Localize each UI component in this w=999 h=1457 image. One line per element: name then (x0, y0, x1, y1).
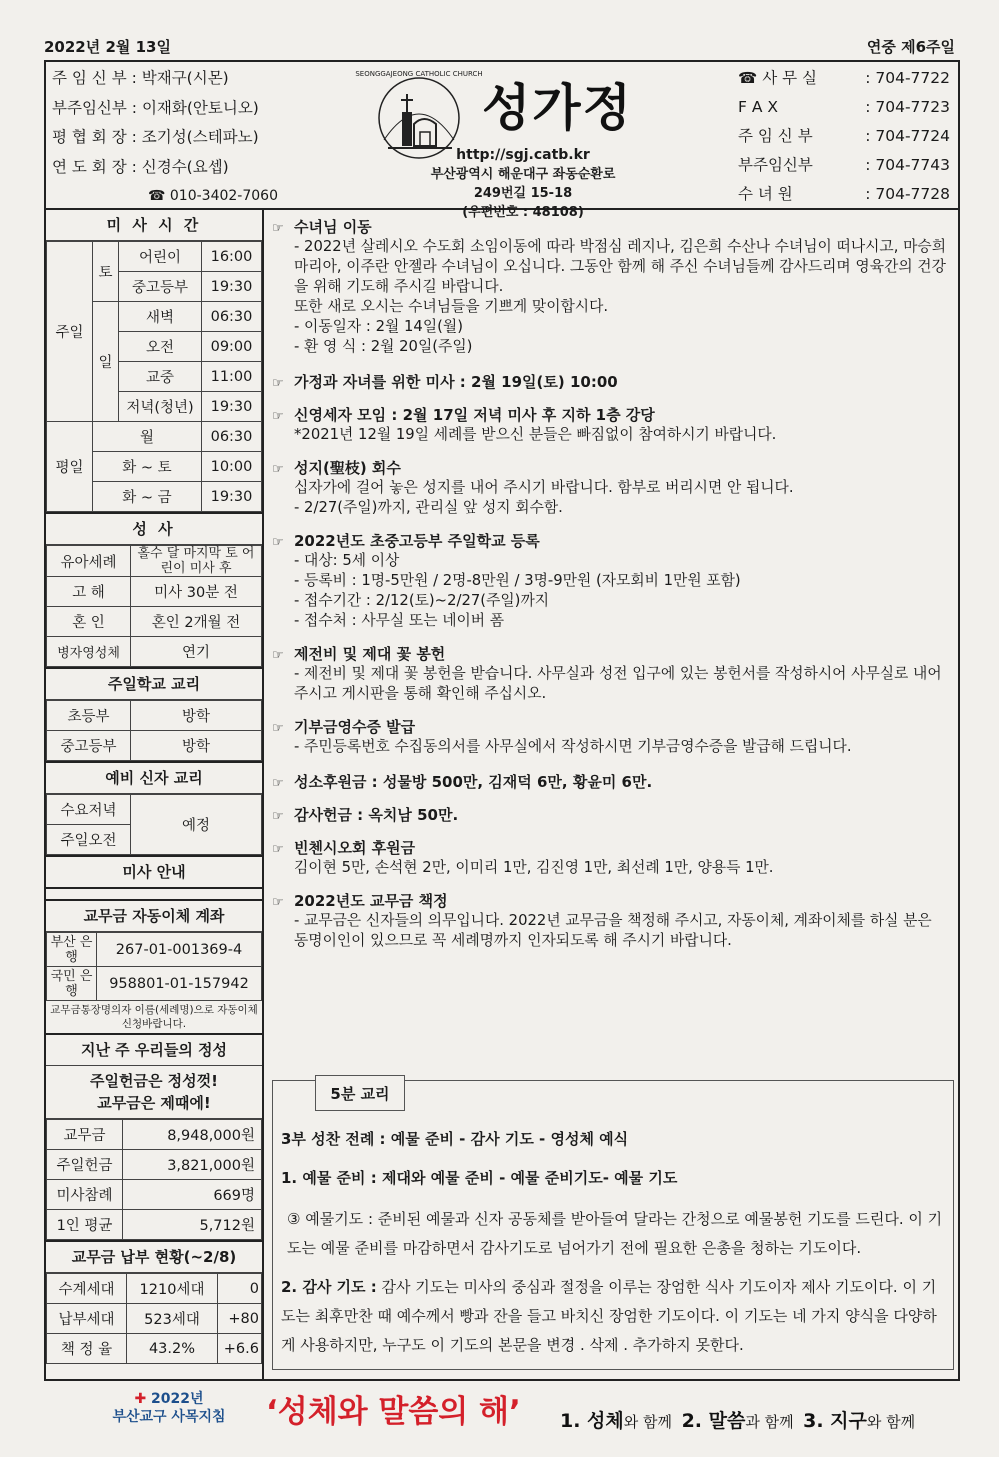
lesson-sub2: 2. 감사 기도 : (281, 1278, 377, 1296)
notice-item (272, 643, 950, 704)
footer (44, 1386, 960, 1446)
top-line (44, 36, 955, 58)
sacraments-section (46, 514, 262, 669)
staff-row: 주 임 신 부 : 박재구(시몬) (52, 69, 229, 87)
lesson-content (281, 1125, 943, 1360)
section-title: 교무금 납부 현황(~2/8) (46, 1242, 262, 1273)
table-row: 화 ~ 금 19:30 (47, 482, 262, 512)
notice-title: ☞ 기부금영수증 발급 (272, 718, 416, 736)
staff-list (52, 64, 312, 212)
notice-line: - 접수처 : 사무실 또는 네이버 폼 (294, 612, 505, 629)
pointing-hand-icon: ☞ (272, 462, 284, 477)
mass-guide-section (46, 857, 262, 889)
contact-list (738, 64, 950, 209)
section-title: 교무금 자동이체 계좌 (46, 901, 262, 932)
table-row: 평일 월 06:30 (47, 422, 262, 452)
notice-item (272, 530, 950, 631)
table-row: 화 ~ 토 10:00 (47, 452, 262, 482)
postal-code: (우편번호 : 48108) (462, 205, 584, 220)
lesson-p2: 감사 기도는 미사의 중심과 절정을 이루는 장엄한 식사 기도이자 제사 기도이다. 이 기도는 최후만찬 때 예수께서 빵과 잔을 들고 바치신 장엄한 기도이다. 이 기도는 네 가지 양식을 다양하게 사용하지만, 누구도 이 기도의 본문을 변경 . 삭제 . 추가하지 못한다. (281, 1278, 937, 1354)
table-row: 중고등부 방학 (47, 731, 262, 761)
notice-line: 십자가에 걸어 놓은 성지를 내어 주시기 바랍니다. 함부로 버리시면 안 됩니다. (294, 479, 794, 496)
diocese-badge: ✚ 2022년 부산교구 사목지침 (112, 1391, 226, 1425)
pointing-hand-icon: ☞ (272, 376, 284, 391)
autopay-note: 교무금통장명의자 이름(세례명)으로 자동이체 신청바랍니다. (50, 1004, 258, 1030)
notice-line: - 접수기간 : 2/12(토)~2/27(주일)까지 (294, 592, 550, 609)
pointing-hand-icon: ☞ (272, 809, 284, 824)
sacraments-table (46, 545, 262, 667)
table-row: 중고등부 19:30 (47, 272, 262, 302)
catechumen-table (46, 794, 262, 855)
table-row: 주일헌금 3,821,000원 (47, 1150, 262, 1180)
left-column (46, 210, 264, 1381)
table-row: 주일오전 (47, 825, 262, 855)
notice-item (272, 716, 950, 757)
autopay-section (46, 901, 262, 1035)
notice-title: ☞ 제전비 및 제대 꽃 봉헌 (272, 645, 446, 663)
notice-line: - 환 영 식 : 2월 20일(주일) (294, 338, 473, 355)
table-row: 저녁(청년) 19:30 (47, 392, 262, 422)
year-slogan: ‘성체와 말씀의 해’ (266, 1394, 521, 1430)
table-row: 교중 11:00 (47, 362, 262, 392)
address: 부산광역시 해운대구 좌동순환로249번길 15-18 (430, 167, 616, 201)
contact-row: ☎ 사 무 실 : 704-7722 (738, 69, 950, 87)
notice-title: ☞ 2022년도 초중고등부 주일학교 등록 (272, 532, 540, 550)
lesson-sub1: 1. 예물 준비 : 제대와 예물 준비 - 예물 준비기도- 예물 기도 (281, 1169, 678, 1187)
section-title: 지난 주 우리들의 정성 (46, 1035, 262, 1066)
notice-title: ☞ 감사헌금 : 옥치남 50만. (272, 806, 459, 824)
pointing-hand-icon: ☞ (272, 535, 284, 550)
notice-list (266, 216, 958, 951)
section-title: 예비 신자 교리 (46, 763, 262, 794)
table-row: 수요저녁 예정 (47, 795, 262, 825)
notice-line: 또한 새로 오시는 수녀님들을 기쁘게 맞이합시다. (294, 298, 609, 315)
section-title: 주일학교 교리 (46, 669, 262, 700)
staff-phone: ☎ 010-3402-7060 (148, 188, 278, 204)
notice-line: - 이동일자 : 2월 14일(월) (294, 318, 463, 335)
notice-item (272, 771, 950, 792)
contact-row: 주 임 신 부 : 704-7724 (738, 127, 950, 145)
notice-item (272, 837, 950, 878)
notice-line: - 대상: 5세 이상 (294, 552, 400, 569)
sunday-school-table (46, 700, 262, 761)
pointing-hand-icon: ☞ (272, 842, 284, 857)
dues-table (46, 1273, 262, 1364)
table-row: 미사참례 669명 (47, 1180, 262, 1210)
table-row: 주일 토 어린이 16:00 (47, 242, 262, 272)
year-directions: 1. 성체와 함께 2. 말씀과 함께 3. 지구와 함께 (560, 1410, 916, 1432)
table-row: 오전 09:00 (47, 332, 262, 362)
notice-line: - 2022년 살레시오 수도회 소임이동에 따라 박점심 레지나, 김은희 수산나 수녀님이 떠나시고, 마승희 마리아, 이주란 안젤라 수녀님이 오십니다. 그동안 함께 해 주신 수녀님들께 감사드리며 영육간의 건강을 위해 기도해 주시길 바랍니다. (294, 238, 947, 295)
bulletin-date: 2022년 2월 13일 (44, 38, 171, 56)
website-link[interactable]: http://sgj.catb.kr (456, 147, 590, 163)
autopay-table (46, 932, 262, 1001)
table-row: 초등부 방학 (47, 701, 262, 731)
notice-title: ☞ 수녀님 이동 (272, 218, 372, 236)
notice-line: - 주민등록번호 수집동의서를 사무실에서 작성하시면 기부금영수증을 발급해 드립니다. (294, 738, 852, 755)
section-title: 미 사 시 간 (46, 210, 262, 241)
logo-text: SEONGGAJEONG CATHOLIC CHURCH (355, 70, 483, 78)
table-row: 일 새벽 06:30 (47, 302, 262, 332)
table-row: 납부세대 523세대 +80 (47, 1304, 262, 1334)
table-row: 국민 은행 958801-01-157942 (47, 967, 262, 1001)
contact-row: 부주임신부 : 704-7743 (738, 156, 950, 174)
notice-title: ☞ 신영세자 모임 : 2월 17일 저녁 미사 후 지하 1층 강당 (272, 406, 655, 424)
staff-row: 부주임신부 : 이재화(안토니오) (52, 98, 259, 117)
offering-table (46, 1119, 262, 1240)
offering-slogan: 주일헌금은 정성껏! 교무금은 제때에! (46, 1066, 262, 1119)
liturgical-week: 연중 제6주일 (866, 38, 955, 56)
right-column (266, 210, 958, 1381)
offering-section (46, 1035, 262, 1242)
table-row: 1인 평균 5,712원 (47, 1210, 262, 1240)
header (46, 62, 958, 220)
five-minute-lesson (272, 1080, 954, 1370)
bulletin-frame (44, 60, 960, 1381)
notice-item (272, 404, 950, 445)
contact-row: 수 녀 원 : 704-7728 (738, 185, 950, 203)
pointing-hand-icon: ☞ (272, 895, 284, 910)
notice-item (272, 457, 950, 518)
table-row: 부산 은행 267-01-001369-4 (47, 933, 262, 967)
notice-item (272, 371, 950, 392)
lesson-tag: 5분 교리 (315, 1075, 405, 1111)
table-row: 유아세례 홀수 달 마지막 토 어린이 미사 후 (47, 546, 262, 577)
lesson-p1: ③ 예물기도 : 준비된 예물과 신자 공동체를 받아들여 달라는 간청으로 예물봉헌 기도를 드린다. 이 기도는 예물 준비를 마감하면서 감사기도로 넘어가기 전에 필요한 은총을 청하는 기도이다. (287, 1210, 943, 1257)
diocese-emblem-icon: ✚ (134, 1391, 147, 1407)
sunday-school-section (46, 669, 262, 763)
notice-title: ☞ 2022년도 교무금 책정 (272, 892, 448, 910)
section-title: 성 사 (46, 514, 262, 545)
notice-line: - 2/27(주일)까지, 관리실 앞 성지 회수함. (294, 499, 563, 516)
notice-title: ☞ 성지(聖枝) 회수 (272, 459, 401, 477)
dues-section (46, 1242, 262, 1364)
pointing-hand-icon: ☞ (272, 409, 284, 424)
pointing-hand-icon: ☞ (272, 776, 284, 791)
table-row: 수계세대 1210세대 0 (47, 1274, 262, 1304)
table-row: 책 정 율 43.2% +6.6 (47, 1334, 262, 1364)
notice-line: - 등록비 : 1명-5만원 / 2명-8만원 / 3명-9만원 (자모회비 1만원 포함) (294, 572, 741, 589)
lesson-heading: 3부 성찬 전례 : 예물 준비 - 감사 기도 - 영성체 예식 (281, 1130, 629, 1148)
notice-title: ☞ 가정과 자녀를 위한 미사 : 2월 19일(토) 10:00 (272, 373, 618, 391)
notice-title: ☞ 성소후원금 : 성물방 500만, 김재덕 6만, 황윤미 6만. (272, 773, 653, 791)
notice-line: 김이현 5만, 손석현 2만, 이미리 1만, 김진영 1만, 최선례 1만, 양용득 1만. (294, 859, 774, 876)
mass-times-section (46, 210, 262, 514)
section-title: 미사 안내 (122, 863, 186, 881)
notice-line: - 교무금은 신자들의 의무입니다. 2022년 교무금을 책정해 주시고, 자동이체, 계좌이체를 하실 분은 동명이인이 있으므로 꼭 세례명까지 인자되도록 해 주시기 바랍니다. (294, 912, 932, 949)
notice-line: - 제전비 및 제대 꽃 봉헌을 받습니다. 사무실과 성전 입구에 있는 봉헌서를 작성하시어 사무실로 내어 주시고 게시판을 통해 확인해 주십시오. (294, 665, 942, 702)
staff-row: 평 협 회 장 : 조기성(스테파노) (52, 128, 259, 146)
bulletin-title: 성가정 (482, 78, 633, 137)
staff-row: 연 도 회 장 : 신경수(요셉) (52, 157, 229, 176)
pointing-hand-icon: ☞ (272, 721, 284, 736)
pointing-hand-icon: ☞ (272, 648, 284, 663)
table-row: 고 해 미사 30분 전 (47, 577, 262, 607)
notice-item (272, 804, 950, 825)
table-row: 교무금 8,948,000원 (47, 1120, 262, 1150)
table-row: 혼 인 혼인 2개월 전 (47, 607, 262, 637)
catechumen-section (46, 763, 262, 857)
mass-times-table (46, 241, 262, 512)
notice-item (272, 216, 950, 357)
divider (46, 889, 262, 901)
pointing-hand-icon: ☞ (272, 221, 284, 236)
notice-item (272, 890, 950, 951)
notice-title: ☞ 빈첸시오회 후원금 (272, 839, 416, 857)
notice-line: *2021년 12월 19일 세례를 받으신 분들은 빠짐없이 참여하시기 바랍니다. (294, 426, 777, 443)
contact-row: F A X : 704-7723 (738, 98, 950, 116)
table-row: 병자영성체 연기 (47, 637, 262, 667)
